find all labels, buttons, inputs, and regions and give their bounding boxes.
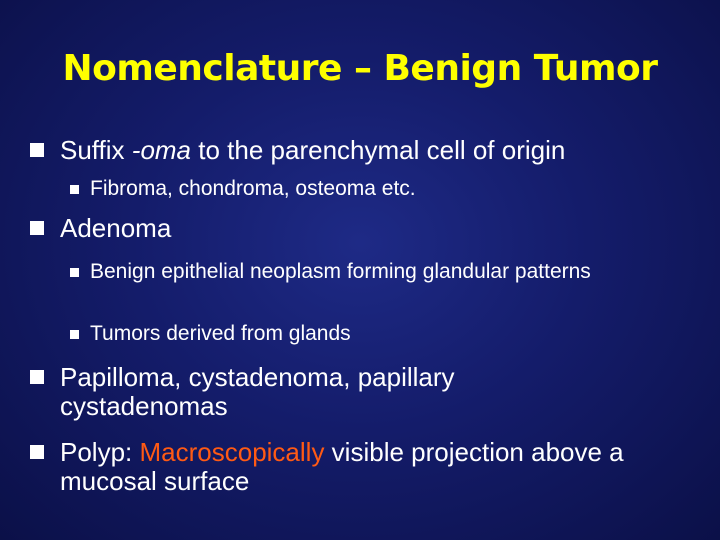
bullet-text: Papilloma, cystadenoma, papillary cystadenomas <box>60 362 455 421</box>
subbullet-square-icon <box>70 330 79 339</box>
subbullet-glands <box>70 322 690 346</box>
bullet-text: Adenoma <box>60 213 172 243</box>
bullet-text-part: Suffix <box>60 135 132 165</box>
bullet-square-icon <box>30 221 44 235</box>
bullet-suffix <box>30 136 700 165</box>
suffix-oma: -oma <box>131 135 192 165</box>
bullet-papilloma <box>30 363 570 421</box>
subbullet-text: Fibroma, chondroma, osteoma etc. <box>90 177 416 200</box>
bullet-text <box>60 438 650 496</box>
bullet-text-part: Polyp: <box>60 437 140 467</box>
bullet-text-part: to the parenchymal cell of origin <box>191 135 566 165</box>
subbullet-benign-epithelial <box>70 260 670 284</box>
slide-title: Nomenclature – Benign Tumor <box>62 48 658 89</box>
highlight-macroscopically: Macroscopically <box>139 437 325 467</box>
bullet-adenoma <box>30 214 700 243</box>
bullet-polyp <box>30 438 650 496</box>
subbullet-text: Benign epithelial neoplasm forming glandular patterns <box>90 260 591 283</box>
subbullet-square-icon <box>70 185 79 194</box>
bullet-square-icon <box>30 143 44 157</box>
bullet-text-part: visible projection above a mucosal surface <box>60 437 624 496</box>
subbullet-square-icon <box>70 268 79 277</box>
bullet-square-icon <box>30 370 44 384</box>
subbullet-fibroma <box>70 177 690 201</box>
subbullet-text: Tumors derived from glands <box>90 322 351 345</box>
bullet-text <box>60 136 700 165</box>
bullet-square-icon <box>30 445 44 459</box>
